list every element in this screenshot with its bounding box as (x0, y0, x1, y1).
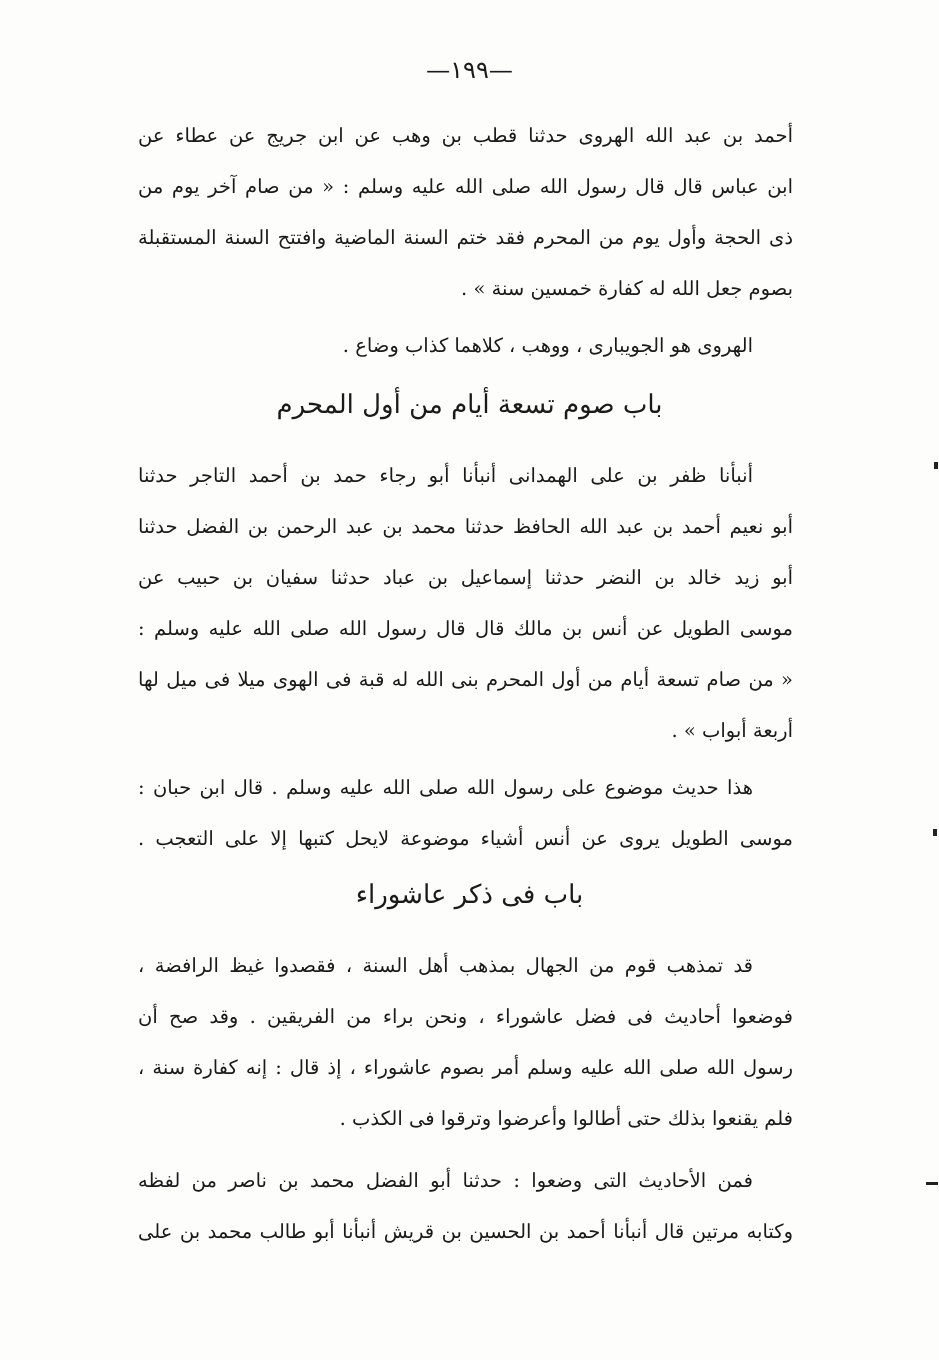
paragraph-fabricated-ahadith (138, 1155, 793, 1257)
text-line: أبو زيد خالد بن النضر حدثنا إسماعيل بن عباد حدثنا سفيان بن حبيب عن (138, 566, 793, 589)
text-line: موسى الطويل يروى عن أنس أشياء موضوعة لايحل كتبها إلا على التعجب . (138, 827, 793, 850)
text-line: موسى الطويل عن أنس بن مالك قال قال رسول الله صلى الله عليه وسلم : (138, 617, 793, 640)
page-number: —١٩٩— (426, 56, 513, 84)
chapter-heading-ashura: باب فى ذكر عاشوراء (355, 880, 584, 910)
text-line: « من صام تسعة أيام من أول المحرم بنى الله له قبة فى الهوى ميلا فى ميل لها (138, 668, 793, 691)
margin-mark (934, 462, 938, 469)
text-line: فلم يقنعوا بذلك حتى أطالوا وأعرضوا وترقوا فى الكذب . (339, 1107, 793, 1130)
margin-mark (933, 829, 937, 836)
paragraph-hadith-nine-days (138, 450, 793, 756)
text-line: وكتابه مرتين قال أنبأنا أحمد بن الحسين بن قريش أنبأنا أبو طالب محمد بن على (138, 1220, 793, 1243)
text-line: رسول الله صلى الله عليه وسلم أمر بصوم عاشوراء ، إذ قال : إنه كفارة سنة ، (138, 1056, 793, 1079)
text-line: ذى الحجة وأول يوم من المحرم فقد ختم السنة الماضية وافتتح السنة المستقبلة (138, 226, 793, 249)
text-line: أحمد بن عبد الله الهروى حدثنا قطب بن وهب عن ابن جريج عن عطاء عن (138, 124, 793, 147)
text-line: أربعة أبواب » . (671, 719, 793, 742)
text-line: بصوم جعل الله له كفارة خمسين سنة » . (461, 277, 793, 300)
text-line: فوضعوا أحاديث فى فضل عاشوراء ، ونحن براء من الفريقين . وقد صح أن (138, 1005, 793, 1028)
text-line: قد تمذهب قوم من الجهال بمذهب أهل السنة ، فقصدوا غيظ الرافضة ، (138, 954, 753, 977)
text-line: فمن الأحاديث التى وضعوا : حدثنا أبو الفضل محمد بن ناصر من لفظه (138, 1169, 753, 1192)
paragraph-fabrication-verdict (138, 762, 793, 864)
text-line: هذا حديث موضوع على رسول الله صلى الله عليه وسلم . قال ابن حبان : (138, 776, 753, 799)
text-line: أنبأنا ظفر بن على الهمدانى أنبأنا أبو رجاء حمد بن أحمد التاجر حدثنا (138, 464, 753, 487)
paragraph-ashura-intro (138, 940, 793, 1144)
text-line: الهروى هو الجويبارى ، ووهب ، كلاهما كذاب وضاع . (342, 334, 753, 357)
margin-mark (926, 1182, 938, 1185)
paragraph-narrator-note (138, 320, 793, 371)
text-line: ابن عباس قال قال رسول الله صلى الله عليه وسلم : « من صام آخر يوم من (138, 175, 793, 198)
paragraph-hadith-hajjah (138, 110, 793, 314)
text-line: أبو نعيم أحمد بن عبد الله الحافظ حدثنا محمد بن عبد الرحمن بن الفضل حدثنا (138, 515, 793, 538)
chapter-heading-muharram: باب صوم تسعة أيام من أول المحرم (276, 390, 663, 420)
